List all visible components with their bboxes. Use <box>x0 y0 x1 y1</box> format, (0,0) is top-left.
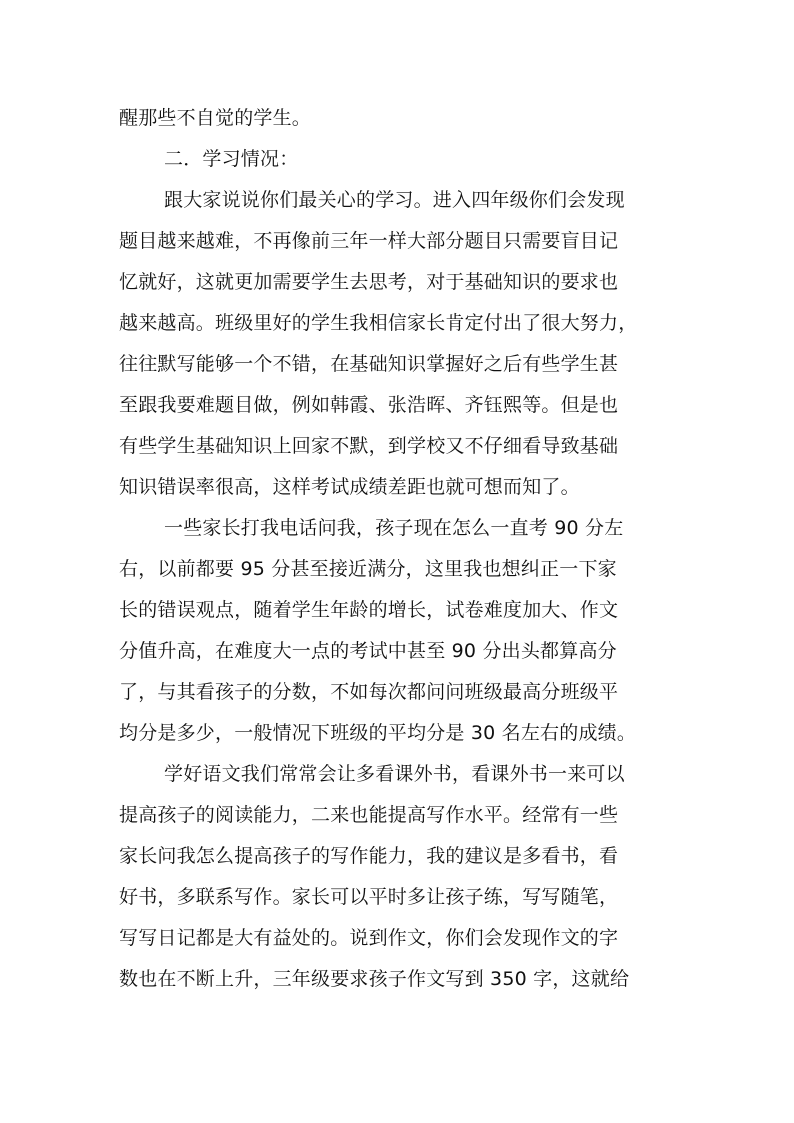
paragraph-line: 题目越来越难，不再像前三年一样大部分题目只需要盲目记 <box>119 230 619 252</box>
paragraph-line: 学好语文我们常常会让多看课外书，看课外书一来可以 <box>164 763 625 785</box>
paragraph-line: 数也在不断上升，三年级要求孩子作文写到 350 字，这就给 <box>119 968 630 990</box>
paragraph-line: 长的错误观点，随着学生年龄的增长，试卷难度加大、作文 <box>119 599 619 621</box>
paragraph-line: 家长问我怎么提高孩子的写作能力，我的建议是多看书，看 <box>119 845 619 867</box>
paragraph-line: 均分是多少，一般情况下班级的平均分是 30 名左右的成绩。 <box>119 722 637 744</box>
paragraph-line: 至跟我要难题目做，例如韩霞、张浩晖、齐钰熙等。但是也 <box>119 394 619 416</box>
paragraph-line: 跟大家说说你们最关心的学习。进入四年级你们会发现 <box>164 189 625 211</box>
paragraph-line: 一些家长打我电话问我，孩子现在怎么一直考 90 分左 <box>164 517 624 539</box>
paragraph-line: 好书，多联系写作。家长可以平时多让孩子练，写写随笔， <box>119 886 619 908</box>
paragraph-line: 右，以前都要 95 分甚至接近满分，这里我也想纠正一下家 <box>119 558 617 580</box>
paragraph-line: 往往默写能够一个不错，在基础知识掌握好之后有些学生甚 <box>119 353 619 375</box>
paragraph-line: 提高孩子的阅读能力，二来也能提高写作水平。经常有一些 <box>119 804 619 826</box>
paragraph-line: 了，与其看孩子的分数，不如每次都问问班级最高分班级平 <box>119 681 619 703</box>
section-heading: 二．学习情况： <box>164 148 299 170</box>
text-line: 醒那些不自觉的学生。 <box>119 107 312 129</box>
paragraph-line: 知识错误率很高，这样考试成绩差距也就可想而知了。 <box>119 476 580 498</box>
paragraph-line: 越来越高。班级里好的学生我相信家长肯定付出了很大努力， <box>119 312 638 334</box>
paragraph-line: 忆就好，这就更加需要学生去思考，对于基础知识的要求也 <box>119 271 619 293</box>
paragraph-line: 分值升高，在难度大一点的考试中甚至 90 分出头都算高分 <box>119 640 617 662</box>
paragraph-line: 有些学生基础知识上回家不默，到学校又不仔细看导致基础 <box>119 435 619 457</box>
paragraph-line: 写写日记都是大有益处的。说到作文，你们会发现作文的字 <box>119 927 619 949</box>
